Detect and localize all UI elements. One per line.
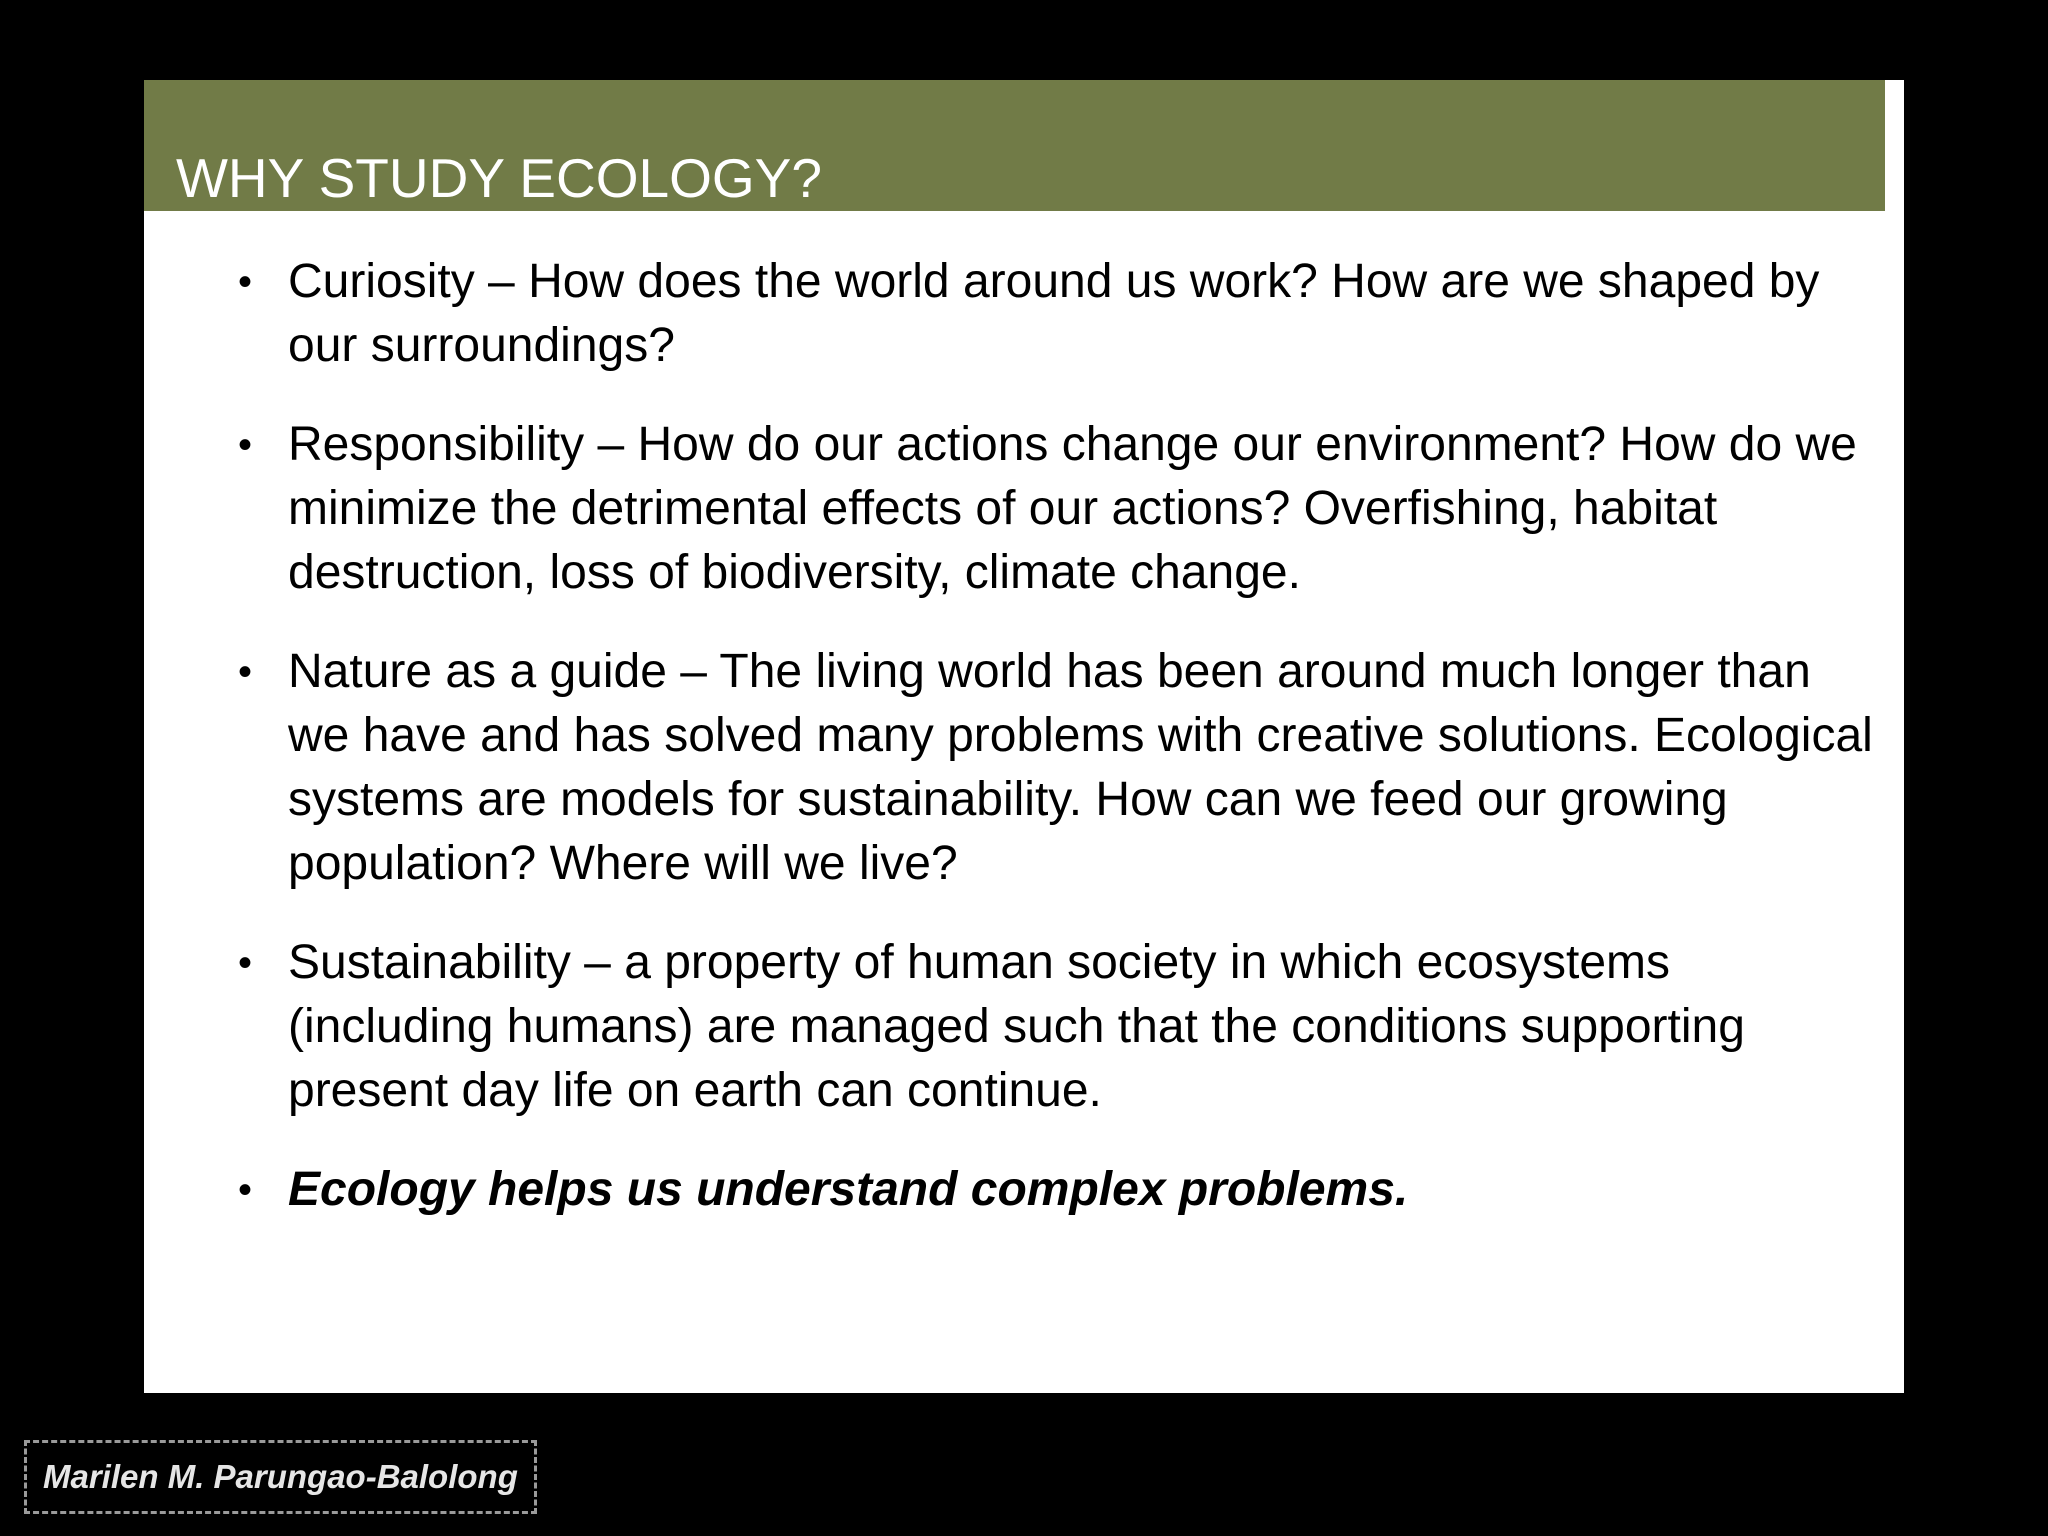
- bullet-curiosity: [238, 250, 1878, 378]
- bullet-text: Sustainability – a property of human society in which ecosystems (including humans) are managed such that the conditions supporting present day life on earth can continue.: [288, 936, 1745, 1117]
- bullet-marker: •: [238, 423, 253, 467]
- bullet-text: Responsibility – How do our actions change our environment? How do we minimize the detrimental effects of our actions? Overfishing, habitat destruction, loss of biodiversity, climate change.: [288, 418, 1857, 599]
- bullet-text: Nature as a guide – The living world has been around much longer than we have and has solved many problems with creative solutions. Ecological systems are models for sustainability. How can we feed our growing population? Where will we live?: [288, 645, 1873, 890]
- slide-title: WHY STUDY ECOLOGY?: [176, 147, 822, 209]
- bullet-sustainability: [238, 931, 1878, 1123]
- bullet-ecology-helps: [238, 1158, 1878, 1222]
- bullet-list: [238, 250, 1878, 1257]
- bullet-nature-as-guide: [238, 640, 1878, 896]
- bullet-marker: •: [238, 260, 253, 304]
- author-watermark: Marilen M. Parungao-Balolong: [24, 1440, 537, 1514]
- bullet-marker: •: [238, 650, 253, 694]
- slide: [144, 80, 1904, 1393]
- bullet-marker: •: [238, 1168, 253, 1212]
- bullet-text: Curiosity – How does the world around us work? How are we shaped by our surroundings?: [288, 255, 1820, 372]
- bullet-text: Ecology helps us understand complex problems.: [288, 1163, 1409, 1216]
- bullet-responsibility: [238, 413, 1878, 605]
- bullet-marker: •: [238, 941, 253, 985]
- title-bar: [144, 80, 1885, 211]
